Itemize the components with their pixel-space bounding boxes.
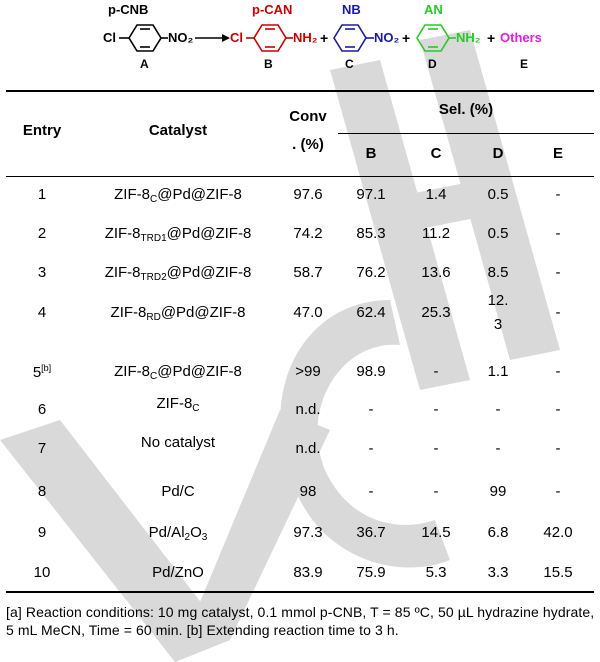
cell-c: 1.4 bbox=[425, 186, 447, 203]
cell-e: - bbox=[555, 440, 561, 457]
cell-conv: 83.9 bbox=[293, 564, 323, 581]
label-d: D bbox=[428, 57, 437, 71]
plus-1: + bbox=[320, 30, 329, 46]
cell-d: 6.8 bbox=[487, 524, 509, 541]
cell-conv: 97.6 bbox=[293, 186, 323, 203]
cell-d-cont: 3 bbox=[493, 316, 503, 333]
cell-entry: 1 bbox=[37, 186, 47, 203]
cell-conv: 98 bbox=[299, 483, 317, 500]
cell-catalyst: ZIF-$8_{TRD1}@Pd@ZIF-8$ bbox=[104, 225, 252, 244]
cell-b: 85.3 bbox=[356, 225, 386, 242]
label-p-cnb: p-CNB bbox=[108, 2, 149, 17]
cell-e: - bbox=[555, 264, 561, 281]
cell-entry: 9 bbox=[37, 524, 47, 541]
cell-d: - bbox=[495, 401, 501, 418]
header-c: C bbox=[430, 145, 442, 162]
cell-catalyst: No catalyst bbox=[140, 434, 216, 451]
cell-conv: 58.7 bbox=[293, 264, 323, 281]
label-b: B bbox=[264, 57, 273, 71]
cell-c: - bbox=[433, 401, 439, 418]
benzene-ring-d bbox=[417, 25, 449, 51]
header-d: D bbox=[492, 145, 504, 162]
cell-conv: 74.2 bbox=[293, 225, 323, 242]
cell-entry: 2 bbox=[37, 225, 47, 242]
cell-catalyst: ZIF-$8_C$ bbox=[156, 395, 200, 414]
cl-a: Cl bbox=[103, 30, 116, 45]
footnote: [a] Reaction conditions: 10 mg catalyst, 0.1 mmol p-CNB, T = 85 ºC, 50 µL hydrazine hydrate, 5 mL MeCN, Time = 60 min. [b] Extending reaction time to 3 h. bbox=[6, 604, 595, 638]
cell-d: 3.3 bbox=[487, 564, 509, 581]
cell-c: 25.3 bbox=[421, 304, 451, 321]
cell-conv: >99 bbox=[295, 363, 321, 380]
cell-catalyst: ZIF-$8_C@Pd@ZIF-8$ bbox=[114, 363, 242, 382]
cell-b: - bbox=[368, 483, 374, 500]
label-e: E bbox=[520, 57, 529, 71]
cell-d: 0.5 bbox=[487, 225, 509, 242]
cell-b: 98.9 bbox=[356, 363, 386, 380]
cell-conv: n.d. bbox=[295, 440, 321, 457]
cell-e: - bbox=[555, 304, 561, 321]
cl-b: Cl bbox=[230, 30, 243, 45]
header-conv-2: . (%) bbox=[292, 136, 324, 153]
cell-entry: 6 bbox=[37, 401, 47, 418]
header-e: E bbox=[552, 145, 563, 162]
label-others: Others bbox=[500, 30, 542, 45]
cell-e: - bbox=[555, 401, 561, 418]
benzene-ring-b bbox=[254, 25, 286, 51]
header-sel: Sel. (%) bbox=[438, 101, 494, 118]
cell-b: - bbox=[368, 440, 374, 457]
no2-a: NO₂ bbox=[168, 30, 194, 45]
label-p-can: p-CAN bbox=[252, 2, 293, 17]
nh2-b: NH₂ bbox=[293, 30, 318, 45]
cell-entry: 4 bbox=[37, 304, 47, 321]
reaction-scheme bbox=[0, 0, 600, 84]
cell-c: 13.6 bbox=[421, 264, 451, 281]
cell-c: - bbox=[433, 440, 439, 457]
cell-catalyst: ZIF-$8_{RD}@Pd@ZIF-8$ bbox=[110, 304, 246, 323]
cell-catalyst: $Pd/Al_2O_3$ bbox=[148, 524, 208, 543]
cell-c: - bbox=[433, 363, 439, 380]
cell-e: - bbox=[555, 225, 561, 242]
cell-d: 0.5 bbox=[487, 186, 509, 203]
cell-catalyst: ZIF-$8_C@Pd@ZIF-8$ bbox=[114, 186, 242, 205]
cell-conv: n.d. bbox=[295, 401, 321, 418]
bottom-rule bbox=[6, 591, 594, 593]
cell-catalyst: ZIF-$8_{TRD2}@Pd@ZIF-8$ bbox=[104, 264, 252, 283]
cell-entry: 5[b] bbox=[32, 363, 52, 381]
top-rule bbox=[6, 90, 594, 92]
cell-e: - bbox=[555, 483, 561, 500]
cell-c: 11.2 bbox=[421, 225, 451, 242]
cell-e: - bbox=[555, 363, 561, 380]
plus-2: + bbox=[402, 30, 411, 46]
cell-c: 14.5 bbox=[421, 524, 451, 541]
sel-rule bbox=[338, 133, 594, 134]
benzene-ring-a bbox=[129, 25, 161, 51]
cell-b: 75.9 bbox=[356, 564, 386, 581]
cell-e: - bbox=[555, 186, 561, 203]
cell-entry: 3 bbox=[37, 264, 47, 281]
cell-b: - bbox=[368, 401, 374, 418]
cell-entry: 8 bbox=[37, 483, 47, 500]
cell-d: 12. bbox=[487, 292, 509, 309]
cell-d: - bbox=[495, 440, 501, 457]
cell-d: 8.5 bbox=[487, 264, 509, 281]
plus-3: + bbox=[487, 30, 496, 46]
no2-c: NO₂ bbox=[374, 30, 400, 45]
cell-conv: 97.3 bbox=[293, 524, 323, 541]
nh2-d: NH₂ bbox=[456, 30, 481, 45]
cell-b: 97.1 bbox=[356, 186, 386, 203]
cell-d: 99 bbox=[489, 483, 507, 500]
cell-b: 36.7 bbox=[356, 524, 386, 541]
cell-e: 15.5 bbox=[543, 564, 573, 581]
header-catalyst: Catalyst bbox=[148, 122, 208, 139]
cell-c: - bbox=[433, 483, 439, 500]
label-a: A bbox=[140, 57, 149, 71]
label-an: AN bbox=[424, 2, 443, 17]
header-rule bbox=[6, 176, 594, 177]
cell-catalyst: Pd/C bbox=[161, 483, 195, 500]
cell-entry: 10 bbox=[33, 564, 51, 581]
cell-entry: 7 bbox=[37, 440, 47, 457]
cell-b: 62.4 bbox=[356, 304, 386, 321]
benzene-ring-c bbox=[334, 25, 366, 51]
cell-c: 5.3 bbox=[425, 564, 447, 581]
header-b: B bbox=[365, 145, 377, 162]
cell-b: 76.2 bbox=[356, 264, 386, 281]
cell-conv: 47.0 bbox=[293, 304, 323, 321]
label-c: C bbox=[345, 57, 354, 71]
label-nb: NB bbox=[342, 2, 361, 17]
header-entry: Entry bbox=[22, 122, 62, 139]
cell-d: 1.1 bbox=[487, 363, 509, 380]
cell-catalyst: Pd/ZnO bbox=[152, 564, 204, 581]
header-conv-1: Conv bbox=[289, 108, 327, 125]
cell-e: 42.0 bbox=[543, 524, 573, 541]
